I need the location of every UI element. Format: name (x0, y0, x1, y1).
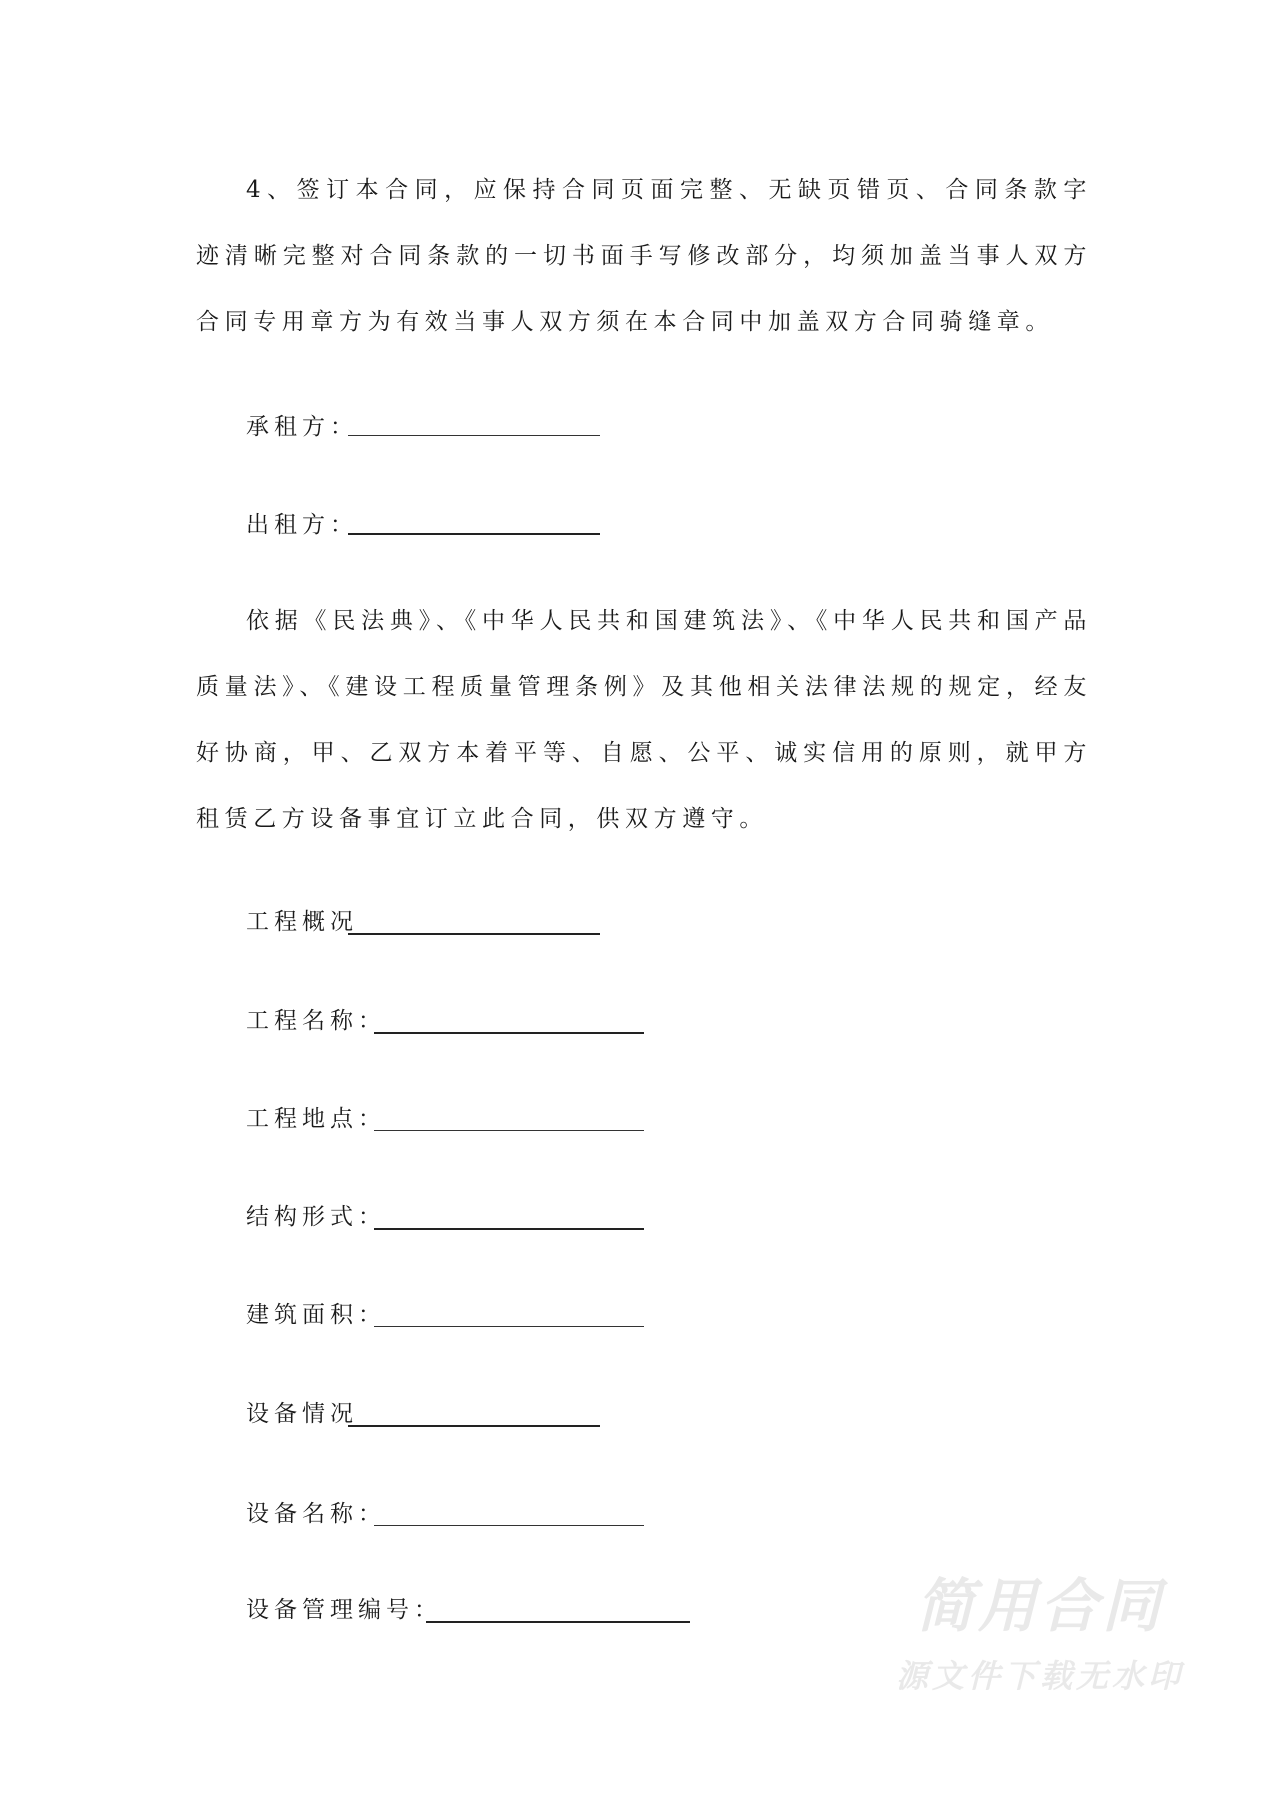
field-label: 设备名称： (246, 1501, 386, 1527)
watermark-subtitle: 源文件下载无水印 (895, 1657, 1184, 1695)
field-label: 工程名称： (246, 1008, 386, 1034)
field-label: 结构形式： (246, 1204, 386, 1230)
field-label: 设备管理编号： (246, 1597, 442, 1623)
lessee-blank[interactable] (348, 435, 600, 436)
preamble-paragraph: 依据《民法典》、《中华人民共和国建筑法》、《中华人民共和国产品质量法》、《建设工程质量管理条例》及其他相关法律法规的规定，经友好协商，甲、乙双方本着平等、自愿、公平、诚实信用的原则，就甲方租赁乙方设备事宜订立此合同，供双方遵守。 (196, 608, 1092, 832)
clause-4-paragraph: 4、签订本合同，应保持合同页面完整、无缺页错页、合同条款字迹清晰完整对合同条款的一切书面手写修改部分，均须加盖当事人双方合同专用章方为有效当事人双方须在本合同中加盖双方合同骑缝章。 (196, 177, 1092, 335)
field-label: 工程概况 (246, 909, 358, 935)
lessor-label: 出租方： (246, 512, 358, 538)
watermark-title: 简用合同 (915, 1572, 1164, 1640)
lessee-label: 承租方： (246, 414, 358, 440)
project-name-blank[interactable] (374, 1032, 644, 1034)
equipment-status-blank[interactable] (348, 1425, 600, 1427)
project-overview-blank[interactable] (348, 933, 600, 935)
building-area-blank[interactable] (374, 1326, 644, 1327)
watermark (880, 1570, 1200, 1700)
project-location-blank[interactable] (374, 1130, 644, 1131)
field-label: 建筑面积： (246, 1302, 386, 1328)
field-label: 工程地点： (246, 1106, 386, 1132)
field-label: 设备情况 (246, 1401, 358, 1427)
structure-type-blank[interactable] (374, 1228, 644, 1230)
equipment-name-blank[interactable] (374, 1525, 644, 1526)
equipment-id-blank[interactable] (426, 1621, 690, 1623)
lessor-blank[interactable] (348, 533, 600, 535)
